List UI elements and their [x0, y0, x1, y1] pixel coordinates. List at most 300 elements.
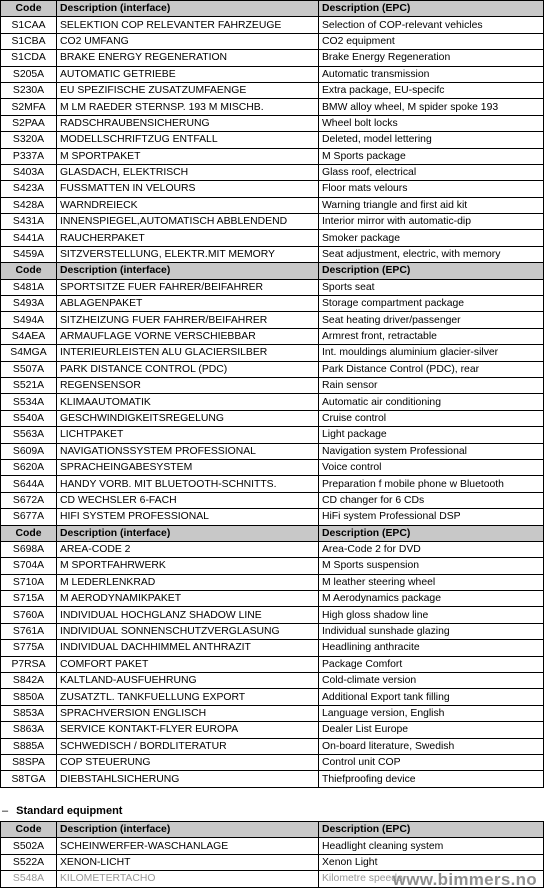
header-code: Code: [1, 525, 57, 541]
option-interface-desc: ZUSATZTL. TANKFUELLUNG EXPORT: [60, 691, 246, 703]
option-code: S620A: [12, 462, 45, 474]
option-interface-desc: EU SPEZIFISCHE ZUSATZUMFAENGE: [60, 85, 247, 97]
option-epc-desc-cell: [319, 33, 544, 49]
option-code-cell: [1, 443, 57, 459]
table-row: [1, 722, 544, 738]
option-epc-desc: Floor mats velours: [322, 183, 408, 195]
option-interface-desc: KALTLAND-AUSFUEHRUNG: [60, 675, 197, 687]
option-code: P337A: [12, 150, 45, 162]
option-interface-desc-cell: [57, 607, 319, 623]
option-interface-desc: MODELLSCHRIFTZUG ENTFALL: [60, 134, 218, 146]
option-interface-desc-cell: [57, 623, 319, 639]
option-epc-desc: CD changer for 6 CDs: [322, 494, 425, 506]
table-header-row: [1, 1, 544, 17]
option-epc-desc: Language version, English: [322, 707, 445, 719]
option-epc-desc: Voice control: [322, 462, 382, 474]
option-code: S521A: [12, 380, 45, 392]
option-code-cell: [1, 656, 57, 672]
table-row: [1, 328, 544, 344]
option-epc-desc-cell: [319, 214, 544, 230]
option-interface-desc: XENON-LICHT: [60, 856, 131, 868]
option-epc-desc: Extra package, EU-specifc: [322, 85, 445, 97]
option-epc-desc-cell: [319, 82, 544, 98]
option-epc-desc-cell: [319, 394, 544, 410]
table-row: [1, 181, 544, 197]
option-interface-desc: M LEDERLENKRAD: [60, 576, 156, 588]
option-code-cell: [1, 509, 57, 525]
option-interface-desc-cell: [57, 476, 319, 492]
option-code: S1CAA: [11, 19, 46, 31]
option-epc-desc-cell: [319, 640, 544, 656]
option-code: S863A: [12, 724, 45, 736]
option-epc-desc: Navigation system Professional: [322, 445, 467, 457]
option-interface-desc: RADSCHRAUBENSICHERUNG: [60, 117, 210, 129]
option-interface-desc-cell: [57, 361, 319, 377]
option-interface-desc-cell: [57, 705, 319, 721]
table-row: [1, 476, 544, 492]
option-interface-desc-cell: [57, 722, 319, 738]
option-epc-desc: Wheel bolt locks: [322, 117, 398, 129]
option-epc-desc-cell: [319, 623, 544, 639]
option-interface-desc-cell: [57, 279, 319, 295]
option-code-cell: [1, 99, 57, 115]
option-interface-desc: INTERIEURLEISTEN ALU GLACIERSILBER: [60, 347, 268, 359]
table-row: [1, 640, 544, 656]
option-interface-desc: ARMAUFLAGE VORNE VERSCHIEBBAR: [60, 331, 256, 342]
option-epc-desc: Automatic air conditioning: [322, 396, 441, 408]
option-epc-desc: Seat adjustment, electric, with memory: [322, 249, 501, 261]
option-code: S428A: [12, 199, 45, 211]
option-epc-desc: High gloss shadow line: [322, 609, 429, 621]
option-interface-desc-cell: [57, 17, 319, 33]
table-row: [1, 164, 544, 180]
option-code-cell: [1, 164, 57, 180]
option-code-cell: [1, 722, 57, 738]
table-row: [1, 279, 544, 295]
option-code: S2MFA: [11, 101, 46, 113]
option-code: S481A: [12, 281, 45, 293]
option-interface-desc-cell: [57, 754, 319, 770]
option-code-cell: [1, 361, 57, 377]
option-code-cell: [1, 705, 57, 721]
section-dash: –: [2, 805, 9, 817]
option-epc-desc-cell: [319, 607, 544, 623]
option-interface-desc-cell: [57, 99, 319, 115]
option-code-cell: [1, 345, 57, 361]
option-code-cell: [1, 82, 57, 98]
option-code: S230A: [12, 85, 45, 97]
option-code-cell: [1, 377, 57, 393]
option-epc-desc: Preparation f mobile phone w Bluetooth: [322, 478, 504, 490]
option-interface-desc-cell: [57, 673, 319, 689]
option-epc-desc: Interior mirror with automatic-dip: [322, 216, 471, 228]
option-code-cell: [1, 738, 57, 754]
table-row: [1, 509, 544, 525]
option-code: S710A: [12, 576, 45, 588]
header-epc: Description (EPC): [319, 525, 544, 541]
option-interface-desc: KLIMAAUTOMATIK: [60, 396, 151, 408]
option-interface-desc-cell: [57, 738, 319, 754]
option-code-cell: [1, 574, 57, 590]
option-epc-desc: On-board literature, Swedish: [322, 740, 455, 752]
table-row: [1, 838, 544, 854]
option-interface-desc-cell: [57, 328, 319, 344]
option-code: S320A: [12, 134, 45, 146]
option-epc-desc: Xenon Light: [322, 856, 378, 868]
table-row: [1, 541, 544, 557]
option-code-cell: [1, 689, 57, 705]
option-code-cell: [1, 181, 57, 197]
option-code: S775A: [12, 642, 45, 654]
option-code: S563A: [12, 429, 45, 441]
table-row: [1, 115, 544, 131]
option-interface-desc: REGENSENSOR: [60, 380, 141, 392]
option-code-cell: [1, 50, 57, 66]
table-row: [1, 296, 544, 312]
option-epc-desc: Additional Export tank filling: [322, 691, 450, 703]
option-interface-desc: WARNDREIECK: [60, 199, 138, 211]
header-epc: Description (EPC): [319, 822, 544, 838]
option-interface-desc: M SPORTFAHRWERK: [60, 560, 166, 572]
option-interface-desc: FUSSMATTEN IN VELOURS: [60, 183, 196, 195]
table-header-row: [1, 525, 544, 541]
option-code-cell: [1, 754, 57, 770]
option-code-cell: [1, 541, 57, 557]
option-epc-desc: M Aerodynamics package: [322, 593, 441, 605]
option-epc-desc-cell: [319, 296, 544, 312]
option-interface-desc: SCHWEDISCH / BORDLITERATUR: [60, 740, 227, 752]
option-epc-desc-cell: [319, 197, 544, 213]
option-code-cell: [1, 476, 57, 492]
option-epc-desc: M Sports suspension: [322, 560, 420, 572]
option-epc-desc: Individual sunshade glazing: [322, 626, 450, 638]
option-code: S4MGA: [10, 347, 47, 359]
option-code: S493A: [12, 298, 45, 310]
table-row: [1, 459, 544, 475]
table-row: [1, 197, 544, 213]
table-row: [1, 312, 544, 328]
option-interface-desc-cell: [57, 838, 319, 854]
option-interface-desc-cell: [57, 66, 319, 82]
option-interface-desc-cell: [57, 296, 319, 312]
option-epc-desc-cell: [319, 443, 544, 459]
option-code-cell: [1, 640, 57, 656]
option-code: S715A: [12, 593, 45, 605]
option-interface-desc: COP STEUERUNG: [60, 757, 151, 769]
option-interface-desc: KILOMETERTACHO: [60, 873, 156, 885]
option-code: S441A: [12, 232, 45, 244]
option-interface-desc-cell: [57, 214, 319, 230]
option-code: S761A: [12, 626, 45, 638]
option-code-cell: [1, 854, 57, 870]
option-epc-desc: Dealer List Europe: [322, 724, 409, 736]
option-interface-desc-cell: [57, 82, 319, 98]
table-row: [1, 33, 544, 49]
option-interface-desc-cell: [57, 771, 319, 787]
option-code: S8SPA: [12, 757, 45, 769]
option-epc-desc: Warning triangle and first aid kit: [322, 199, 468, 211]
option-code-cell: [1, 132, 57, 148]
option-code-cell: [1, 148, 57, 164]
option-interface-desc-cell: [57, 459, 319, 475]
option-interface-desc: CD WECHSLER 6-FACH: [60, 494, 177, 506]
option-code: S677A: [12, 511, 45, 523]
option-epc-desc: Int. mouldings aluminium glacier-silver: [322, 347, 499, 359]
option-epc-desc-cell: [319, 361, 544, 377]
option-interface-desc-cell: [57, 656, 319, 672]
option-epc-desc: Selection of COP-relevant vehicles: [322, 19, 483, 31]
option-epc-desc-cell: [319, 722, 544, 738]
option-code-cell: [1, 410, 57, 426]
option-epc-desc-cell: [319, 509, 544, 525]
option-interface-desc: INDIVIDUAL SONNENSCHUTZVERGLASUNG: [60, 626, 280, 638]
option-code: S540A: [12, 412, 45, 424]
option-epc-desc-cell: [319, 312, 544, 328]
option-epc-desc: Thiefproofing device: [322, 773, 416, 785]
option-interface-desc-cell: [57, 230, 319, 246]
option-interface-desc-cell: [57, 197, 319, 213]
option-interface-desc-cell: [57, 574, 319, 590]
option-epc-desc: Sports seat: [322, 281, 375, 293]
option-epc-desc-cell: [319, 427, 544, 443]
option-code: S644A: [12, 478, 45, 490]
table-row: [1, 394, 544, 410]
option-interface-desc-cell: [57, 689, 319, 705]
option-interface-desc-cell: [57, 410, 319, 426]
option-epc-desc-cell: [319, 476, 544, 492]
option-interface-desc: INNENSPIEGEL,AUTOMATISCH ABBLENDEND: [60, 216, 288, 228]
option-code-cell: [1, 459, 57, 475]
option-interface-desc-cell: [57, 591, 319, 607]
option-epc-desc: Headlight cleaning system: [322, 840, 444, 852]
option-epc-desc-cell: [319, 738, 544, 754]
option-interface-desc: M AERODYNAMIKPAKET: [60, 593, 182, 605]
option-code-cell: [1, 591, 57, 607]
option-interface-desc-cell: [57, 854, 319, 870]
option-code: S534A: [12, 396, 45, 408]
option-interface-desc-cell: [57, 148, 319, 164]
option-interface-desc: CO2 UMFANG: [60, 35, 129, 47]
option-epc-desc-cell: [319, 164, 544, 180]
option-interface-desc-cell: [57, 132, 319, 148]
header-interface: Description (interface): [57, 822, 319, 838]
option-interface-desc: ABLAGENPAKET: [60, 298, 143, 310]
option-epc-desc-cell: [319, 689, 544, 705]
option-epc-desc: Package Comfort: [322, 658, 403, 670]
header-interface: Description (interface): [57, 525, 319, 541]
table-row: [1, 591, 544, 607]
option-epc-desc-cell: [319, 17, 544, 33]
table-row: [1, 427, 544, 443]
option-interface-desc: DIEBSTAHLSICHERUNG: [60, 773, 180, 785]
site-watermark: www.bimmers.no: [392, 870, 537, 889]
option-interface-desc: SPORTSITZE FUER FAHRER/BEIFAHRER: [60, 281, 264, 293]
option-interface-desc-cell: [57, 509, 319, 525]
option-epc-desc: Control unit COP: [322, 757, 401, 769]
option-epc-desc-cell: [319, 541, 544, 557]
option-code: S4AEA: [11, 331, 46, 342]
option-epc-desc: Cold-climate version: [322, 675, 417, 687]
option-interface-desc-cell: [57, 427, 319, 443]
option-code-cell: [1, 17, 57, 33]
option-epc-desc-cell: [319, 838, 544, 854]
option-interface-desc: RAUCHERPAKET: [60, 232, 145, 244]
table-row: [1, 623, 544, 639]
option-code: S8TGA: [11, 773, 46, 785]
option-interface-desc-cell: [57, 492, 319, 508]
table-row: [1, 607, 544, 623]
option-epc-desc-cell: [319, 328, 544, 344]
option-interface-desc: PARK DISTANCE CONTROL (PDC): [60, 363, 228, 375]
table-row: [1, 345, 544, 361]
option-interface-desc-cell: [57, 345, 319, 361]
option-code-cell: [1, 558, 57, 574]
option-code-cell: [1, 214, 57, 230]
option-code: S548A: [12, 873, 45, 885]
option-code: S205A: [12, 68, 45, 80]
option-epc-desc-cell: [319, 705, 544, 721]
option-code: S885A: [12, 740, 45, 752]
section-title: Standard equipment: [16, 805, 123, 817]
table-row: [1, 246, 544, 262]
option-epc-desc: Storage compartment package: [322, 298, 465, 310]
option-code-cell: [1, 312, 57, 328]
option-code: S672A: [12, 494, 45, 506]
option-interface-desc: AREA-CODE 2: [60, 544, 131, 556]
option-epc-desc-cell: [319, 656, 544, 672]
option-interface-desc: M LM RAEDER STERNSP. 193 M MISCHB.: [60, 101, 264, 113]
option-epc-desc: CO2 equipment: [322, 35, 395, 47]
option-code-cell: [1, 328, 57, 344]
option-epc-desc-cell: [319, 50, 544, 66]
option-code-cell: [1, 871, 57, 887]
option-code: S609A: [12, 445, 45, 457]
option-code: S1CBA: [11, 35, 46, 47]
header-interface: Description (interface): [57, 263, 319, 279]
option-interface-desc-cell: [57, 377, 319, 393]
option-epc-desc-cell: [319, 754, 544, 770]
option-epc-desc-cell: [319, 230, 544, 246]
option-epc-desc: M leather steering wheel: [322, 576, 436, 588]
option-epc-desc-cell: [319, 591, 544, 607]
table-row: [1, 66, 544, 82]
option-code: S459A: [12, 249, 45, 261]
option-interface-desc: INDIVIDUAL DACHHIMMEL ANTHRAZIT: [60, 642, 251, 654]
option-code-cell: [1, 230, 57, 246]
table-row: [1, 132, 544, 148]
table-row: [1, 854, 544, 870]
option-code: P7RSA: [11, 658, 46, 670]
option-interface-desc-cell: [57, 558, 319, 574]
option-code: S431A: [12, 216, 45, 228]
option-interface-desc-cell: [57, 394, 319, 410]
table-row: [1, 17, 544, 33]
option-interface-desc-cell: [57, 115, 319, 131]
option-interface-desc: HIFI SYSTEM PROFESSIONAL: [60, 511, 209, 523]
standard-equipment-heading: [2, 804, 122, 818]
option-interface-desc-cell: [57, 640, 319, 656]
option-epc-desc: Deleted, model lettering: [322, 134, 432, 146]
option-epc-desc: Kilometre speedo: [322, 873, 403, 885]
table-row: [1, 443, 544, 459]
option-epc-desc-cell: [319, 148, 544, 164]
table-row: [1, 673, 544, 689]
option-epc-desc: BMW alloy wheel, M spider spoke 193: [322, 101, 499, 113]
header-epc: Description (EPC): [319, 1, 544, 17]
option-code: S760A: [12, 609, 45, 621]
option-code-cell: [1, 623, 57, 639]
table-row: [1, 148, 544, 164]
option-interface-desc-cell: [57, 33, 319, 49]
option-epc-desc-cell: [319, 246, 544, 262]
option-epc-desc-cell: [319, 459, 544, 475]
table-row: [1, 230, 544, 246]
option-code: S522A: [12, 856, 45, 868]
header-code: Code: [1, 263, 57, 279]
option-interface-desc: GLASDACH, ELEKTRISCH: [60, 167, 189, 179]
option-code-cell: [1, 296, 57, 312]
table-row: [1, 99, 544, 115]
option-epc-desc: Rain sensor: [322, 380, 378, 392]
option-interface-desc-cell: [57, 871, 319, 887]
table-row: [1, 754, 544, 770]
option-epc-desc: Brake Energy Regeneration: [322, 52, 451, 64]
option-code-cell: [1, 246, 57, 262]
option-code-cell: [1, 66, 57, 82]
option-interface-desc-cell: [57, 50, 319, 66]
table-header-row: [1, 263, 544, 279]
option-code-cell: [1, 492, 57, 508]
option-code: S2PAA: [12, 117, 45, 129]
option-code-cell: [1, 197, 57, 213]
option-code: S494A: [12, 314, 45, 326]
option-interface-desc-cell: [57, 246, 319, 262]
option-interface-desc-cell: [57, 312, 319, 328]
option-interface-desc-cell: [57, 443, 319, 459]
option-epc-desc: HiFi system Professional DSP: [322, 511, 461, 523]
table-row: [1, 50, 544, 66]
option-epc-desc: Area-Code 2 for DVD: [322, 544, 421, 556]
option-interface-desc: INDIVIDUAL HOCHGLANZ SHADOW LINE: [60, 609, 262, 621]
option-code-cell: [1, 607, 57, 623]
option-epc-desc-cell: [319, 377, 544, 393]
option-interface-desc: BRAKE ENERGY REGENERATION: [60, 52, 228, 64]
option-epc-desc-cell: [319, 132, 544, 148]
option-code: S704A: [12, 560, 45, 572]
option-epc-desc-cell: [319, 66, 544, 82]
option-epc-desc-cell: [319, 854, 544, 870]
table-row: [1, 377, 544, 393]
option-epc-desc-cell: [319, 345, 544, 361]
table-row: [1, 656, 544, 672]
option-interface-desc: COMFORT PAKET: [60, 658, 149, 670]
option-interface-desc: SITZVERSTELLUNG, ELEKTR.MIT MEMORY: [60, 249, 275, 261]
option-interface-desc-cell: [57, 181, 319, 197]
option-code-cell: [1, 394, 57, 410]
option-epc-desc: Seat heating driver/passenger: [322, 314, 461, 326]
table-row: [1, 574, 544, 590]
option-interface-desc: NAVIGATIONSSYSTEM PROFESSIONAL: [60, 445, 256, 457]
option-code: S1CDA: [11, 52, 46, 64]
option-epc-desc-cell: [319, 410, 544, 426]
option-interface-desc: SPRACHEINGABESYSTEM: [60, 462, 193, 474]
option-code-cell: [1, 771, 57, 787]
option-code: S423A: [12, 183, 45, 195]
header-epc: Description (EPC): [319, 263, 544, 279]
option-epc-desc: Glass roof, electrical: [322, 167, 417, 179]
option-code: S698A: [12, 544, 45, 556]
table-row: [1, 738, 544, 754]
